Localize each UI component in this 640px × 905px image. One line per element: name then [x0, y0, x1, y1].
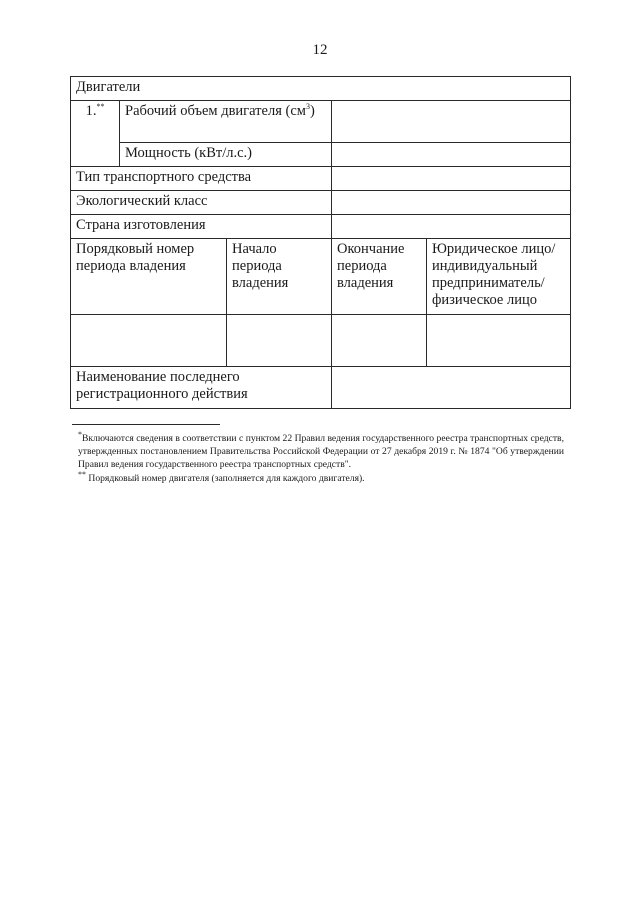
- displacement-label: Рабочий объем двигателя (см: [125, 103, 306, 119]
- footnote-2: [78, 469, 564, 485]
- ownership-data-row: [71, 315, 571, 367]
- engines-header: Двигатели: [71, 77, 571, 101]
- eco-class-label: Экологический класс: [71, 191, 332, 215]
- last-action-row: [71, 367, 571, 409]
- vehicle-type-label: Тип транспортного средства: [71, 167, 332, 191]
- country-label: Страна изготовления: [71, 215, 332, 239]
- vehicle-type-value-cell: [332, 167, 571, 191]
- ownership-start-header: Начало периода владения: [227, 239, 332, 315]
- power-label: Мощность (кВт/л.с.): [120, 143, 332, 167]
- footnote-1: [78, 429, 564, 471]
- footnote-2-text: Порядковый номер двигателя (заполняется для каждого двигателя).: [86, 473, 365, 484]
- country-row: [71, 215, 571, 239]
- ownership-period-number-header: Порядковый номер периода владения: [71, 239, 227, 315]
- vehicle-type-row: [71, 167, 571, 191]
- engines-header-row: [71, 77, 571, 101]
- engine-number-footnote-mark: **: [96, 102, 105, 112]
- eco-class-value-cell: [332, 191, 571, 215]
- page-number: 12: [312, 42, 328, 58]
- engine-displacement-row: [71, 101, 571, 143]
- displacement-value-cell: [332, 101, 571, 143]
- footnote-1-text: Включаются сведения в соответствии с пунктом 22 Правил ведения государственного реестра транспортных средств, утвержденных постановлением Правительства Российской Федерации от 27 декабря 2019 г. № 1874 "Об утверждении Правил ведения государственного реестра транспортных средств".: [78, 433, 564, 470]
- footnote-separator: [72, 424, 220, 425]
- owner-type-cell: [427, 315, 571, 367]
- engine-number: 1.: [85, 103, 97, 119]
- engine-number-cell: [71, 101, 120, 167]
- last-action-value-cell: [332, 367, 571, 409]
- owner-type-header: Юридическое лицо/ индивидуальный предприниматель/ физическое лицо: [427, 239, 571, 315]
- ownership-header-row: [71, 239, 571, 315]
- engine-power-row: [71, 143, 571, 167]
- footnote-2-mark: **: [78, 469, 86, 479]
- ownership-period-number-cell: [71, 315, 227, 367]
- displacement-label-close: ): [309, 103, 315, 119]
- eco-class-row: [71, 191, 571, 215]
- last-action-label: Наименование последнего регистрационного действия: [71, 367, 332, 409]
- footnotes: [78, 429, 564, 485]
- ownership-end-header: Окончание периода владения: [332, 239, 427, 315]
- displacement-label-cell: [120, 101, 332, 143]
- ownership-end-cell: [332, 315, 427, 367]
- country-value-cell: [332, 215, 571, 239]
- power-value-cell: [332, 143, 571, 167]
- displacement-unit-superscript: 3: [305, 102, 310, 112]
- vehicle-info-table: [70, 76, 571, 409]
- ownership-start-cell: [227, 315, 332, 367]
- footnote-1-mark: *: [78, 429, 82, 439]
